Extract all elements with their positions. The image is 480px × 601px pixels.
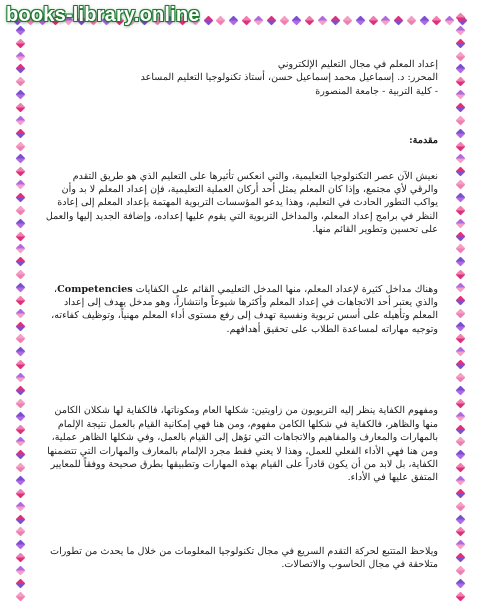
border-pin <box>15 295 25 305</box>
document-affiliation: - كلية التربية - جامعة المنصورة <box>315 85 438 97</box>
border-pin <box>455 205 465 215</box>
border-pin <box>317 15 327 25</box>
border-pin <box>15 360 25 370</box>
border-pin <box>15 566 25 576</box>
border-pin <box>15 475 25 485</box>
border-pin <box>455 193 465 203</box>
border-pin <box>455 501 465 511</box>
border-pin <box>15 553 25 563</box>
border-pin <box>455 463 465 473</box>
border-pin <box>455 475 465 485</box>
border-pin <box>15 38 25 48</box>
border-pin <box>455 38 465 48</box>
document-header <box>42 58 438 98</box>
document-title: إعداد المعلم في مجال التعليم الإلكتروني <box>277 59 438 70</box>
term-english: Competencies <box>57 283 133 295</box>
border-pin <box>15 231 25 241</box>
paragraph: ويلاحظ المتتبع لحركة التقدم السريع في مجال تكنولوجيا المعلومات من خلال ما يحدث من تطورات متلاحقة في مجال الحاسوب والاتصالات. <box>50 545 438 571</box>
border-pin <box>15 244 25 254</box>
border-pin <box>455 244 465 254</box>
border-pin <box>455 231 465 241</box>
border-pin <box>455 360 465 370</box>
border-pin <box>455 257 465 267</box>
border-pin <box>455 347 465 357</box>
paragraph <box>42 283 438 337</box>
border-pin <box>455 25 465 35</box>
border-pin <box>15 167 25 177</box>
border-pin <box>15 128 25 138</box>
border-pin <box>455 115 465 125</box>
border-pin <box>15 347 25 357</box>
border-pin <box>15 501 25 511</box>
border-pin <box>455 77 465 87</box>
border-pin <box>455 450 465 460</box>
border-pin <box>15 540 25 550</box>
paragraph: نعيش الآن عصر التكنولوجيا التعليمية، والتي انعكس تأثيرها على التعليم الذي هو طريق التقدم والرقي لأي مجتمع، وإذا كان المعلم يمثل أحد أركان العملية التعليمية، فإن إعداد المعلم لا بد وأن يواكب التطور الحادث في التعليم، وهذا يدعو المؤسسات التربوية المهتمة بإعداد المعلم إلى إعادة النظر في برامج إعداد المعلم، والمداخل التربوية التي يقوم عليها إعداده، وإضافة الجديد إليها والعمل على تحسين وتطوير القائم منها. <box>45 170 438 236</box>
border-pin <box>15 373 25 383</box>
border-left <box>14 14 26 600</box>
border-pin <box>455 488 465 498</box>
border-pin <box>455 514 465 524</box>
border-pin <box>406 15 416 25</box>
border-pin <box>455 283 465 293</box>
border-pin <box>15 334 25 344</box>
border-pin <box>15 488 25 498</box>
watermark-logo: books-library.online <box>6 4 200 26</box>
border-pin <box>419 15 429 25</box>
border-pin <box>455 385 465 395</box>
border-pin <box>15 398 25 408</box>
border-pin <box>15 437 25 447</box>
border-pin <box>343 15 353 25</box>
border-pin <box>15 141 25 151</box>
paragraph-text: وهناك مداخل كثيرة لإعداد المعلم، منها المدخل التعليمي القائم على الكفايات <box>132 283 438 295</box>
border-pin <box>455 437 465 447</box>
border-pin <box>330 15 340 25</box>
border-pin <box>15 51 25 61</box>
border-pin <box>15 180 25 190</box>
border-pin <box>455 128 465 138</box>
border-pin <box>455 424 465 434</box>
border-pin <box>15 411 25 421</box>
border-pin <box>455 141 465 151</box>
border-pin <box>455 103 465 113</box>
border-pin <box>455 398 465 408</box>
border-pin <box>15 218 25 228</box>
border-pin <box>15 308 25 318</box>
border-pin <box>15 527 25 537</box>
document-author: المحرر: د. إسماعيل محمد إسماعيل حسن، أستاذ تكنولوجيا التعليم المساعد <box>140 72 438 84</box>
border-pin <box>15 115 25 125</box>
border-pin <box>455 295 465 305</box>
border-pin <box>15 90 25 100</box>
border-pin <box>455 64 465 74</box>
border-pin <box>394 15 404 25</box>
section-heading: مقدمة: <box>409 135 438 147</box>
border-pin <box>15 270 25 280</box>
border-pin <box>455 308 465 318</box>
border-pin <box>455 218 465 228</box>
border-pin <box>455 167 465 177</box>
border-pin <box>15 77 25 87</box>
border-pin <box>455 578 465 588</box>
paragraph: ومفهوم الكفاية ينظر إليه التربويون من زاويتين: شكلها العام ومكوناتها، فالكفاية لها شكلان الكامن منها والظاهر، فالكفاية في شكلها الكامن مفهوم، ومن هنا فهي إمكانية القيام بالعمل نتيجة الإلمام بالمهارات والمعارف والمفاهيم والاتجاهات التي تؤهل إلى القيام بالعمل، وفي شكلها الظاهر عملية، ومن هنا فهي الأداء الفعلي للعمل، وهذا لا يعني فقط مجرد الإلمام بالمعارف والمهارات التي تتضمنها الكفاية، بل لابد من أن يكون قادراً على القيام بهذه المهارات وتطبيقها بطرق صحيحة ووفقاً للمعايير المتفق عليها في الأداء. <box>47 405 438 484</box>
border-pin <box>381 15 391 25</box>
document-page <box>42 44 438 600</box>
border-right <box>454 14 466 600</box>
paragraph-text: ، والذي يعتبر أحد الاتجاهات في إعداد المعلم وأكثرها شيوعاً وانتشاراً، وهو مدخل يهدف إلى إعداد المعلم وتأهيله على أسس تربوية ونفسية تهدف إلى رفع مستوى أداء المعلم مهنياً، وتوظيف كفاءته، وتوجيه مهاراته لمساعدة الطلاب على تحقيق أهدافهم. <box>51 283 438 335</box>
border-pin <box>455 411 465 421</box>
border-pin <box>455 334 465 344</box>
border-pin <box>455 373 465 383</box>
border-pin <box>15 257 25 267</box>
border-pin <box>455 321 465 331</box>
border-pin <box>455 51 465 61</box>
border-pin <box>15 321 25 331</box>
border-pin <box>455 270 465 280</box>
border-pin <box>15 463 25 473</box>
border-pin <box>15 424 25 434</box>
border-pin <box>15 578 25 588</box>
border-pin <box>305 15 315 25</box>
border-pin <box>368 15 378 25</box>
border-pin <box>356 15 366 25</box>
border-pin <box>455 13 465 23</box>
border-pin <box>15 283 25 293</box>
border-pin <box>455 540 465 550</box>
border-pin <box>444 15 454 25</box>
border-pin <box>15 103 25 113</box>
border-pin <box>455 527 465 537</box>
border-pin <box>455 553 465 563</box>
border-pin <box>15 154 25 164</box>
border-pin <box>15 385 25 395</box>
border-pin <box>455 154 465 164</box>
border-pin <box>15 450 25 460</box>
border-pin <box>455 566 465 576</box>
border-pin <box>15 514 25 524</box>
border-pin <box>15 193 25 203</box>
border-pin <box>15 205 25 215</box>
border-pin <box>455 180 465 190</box>
border-pin <box>455 90 465 100</box>
border-pin <box>15 64 25 74</box>
border-pin <box>432 15 442 25</box>
